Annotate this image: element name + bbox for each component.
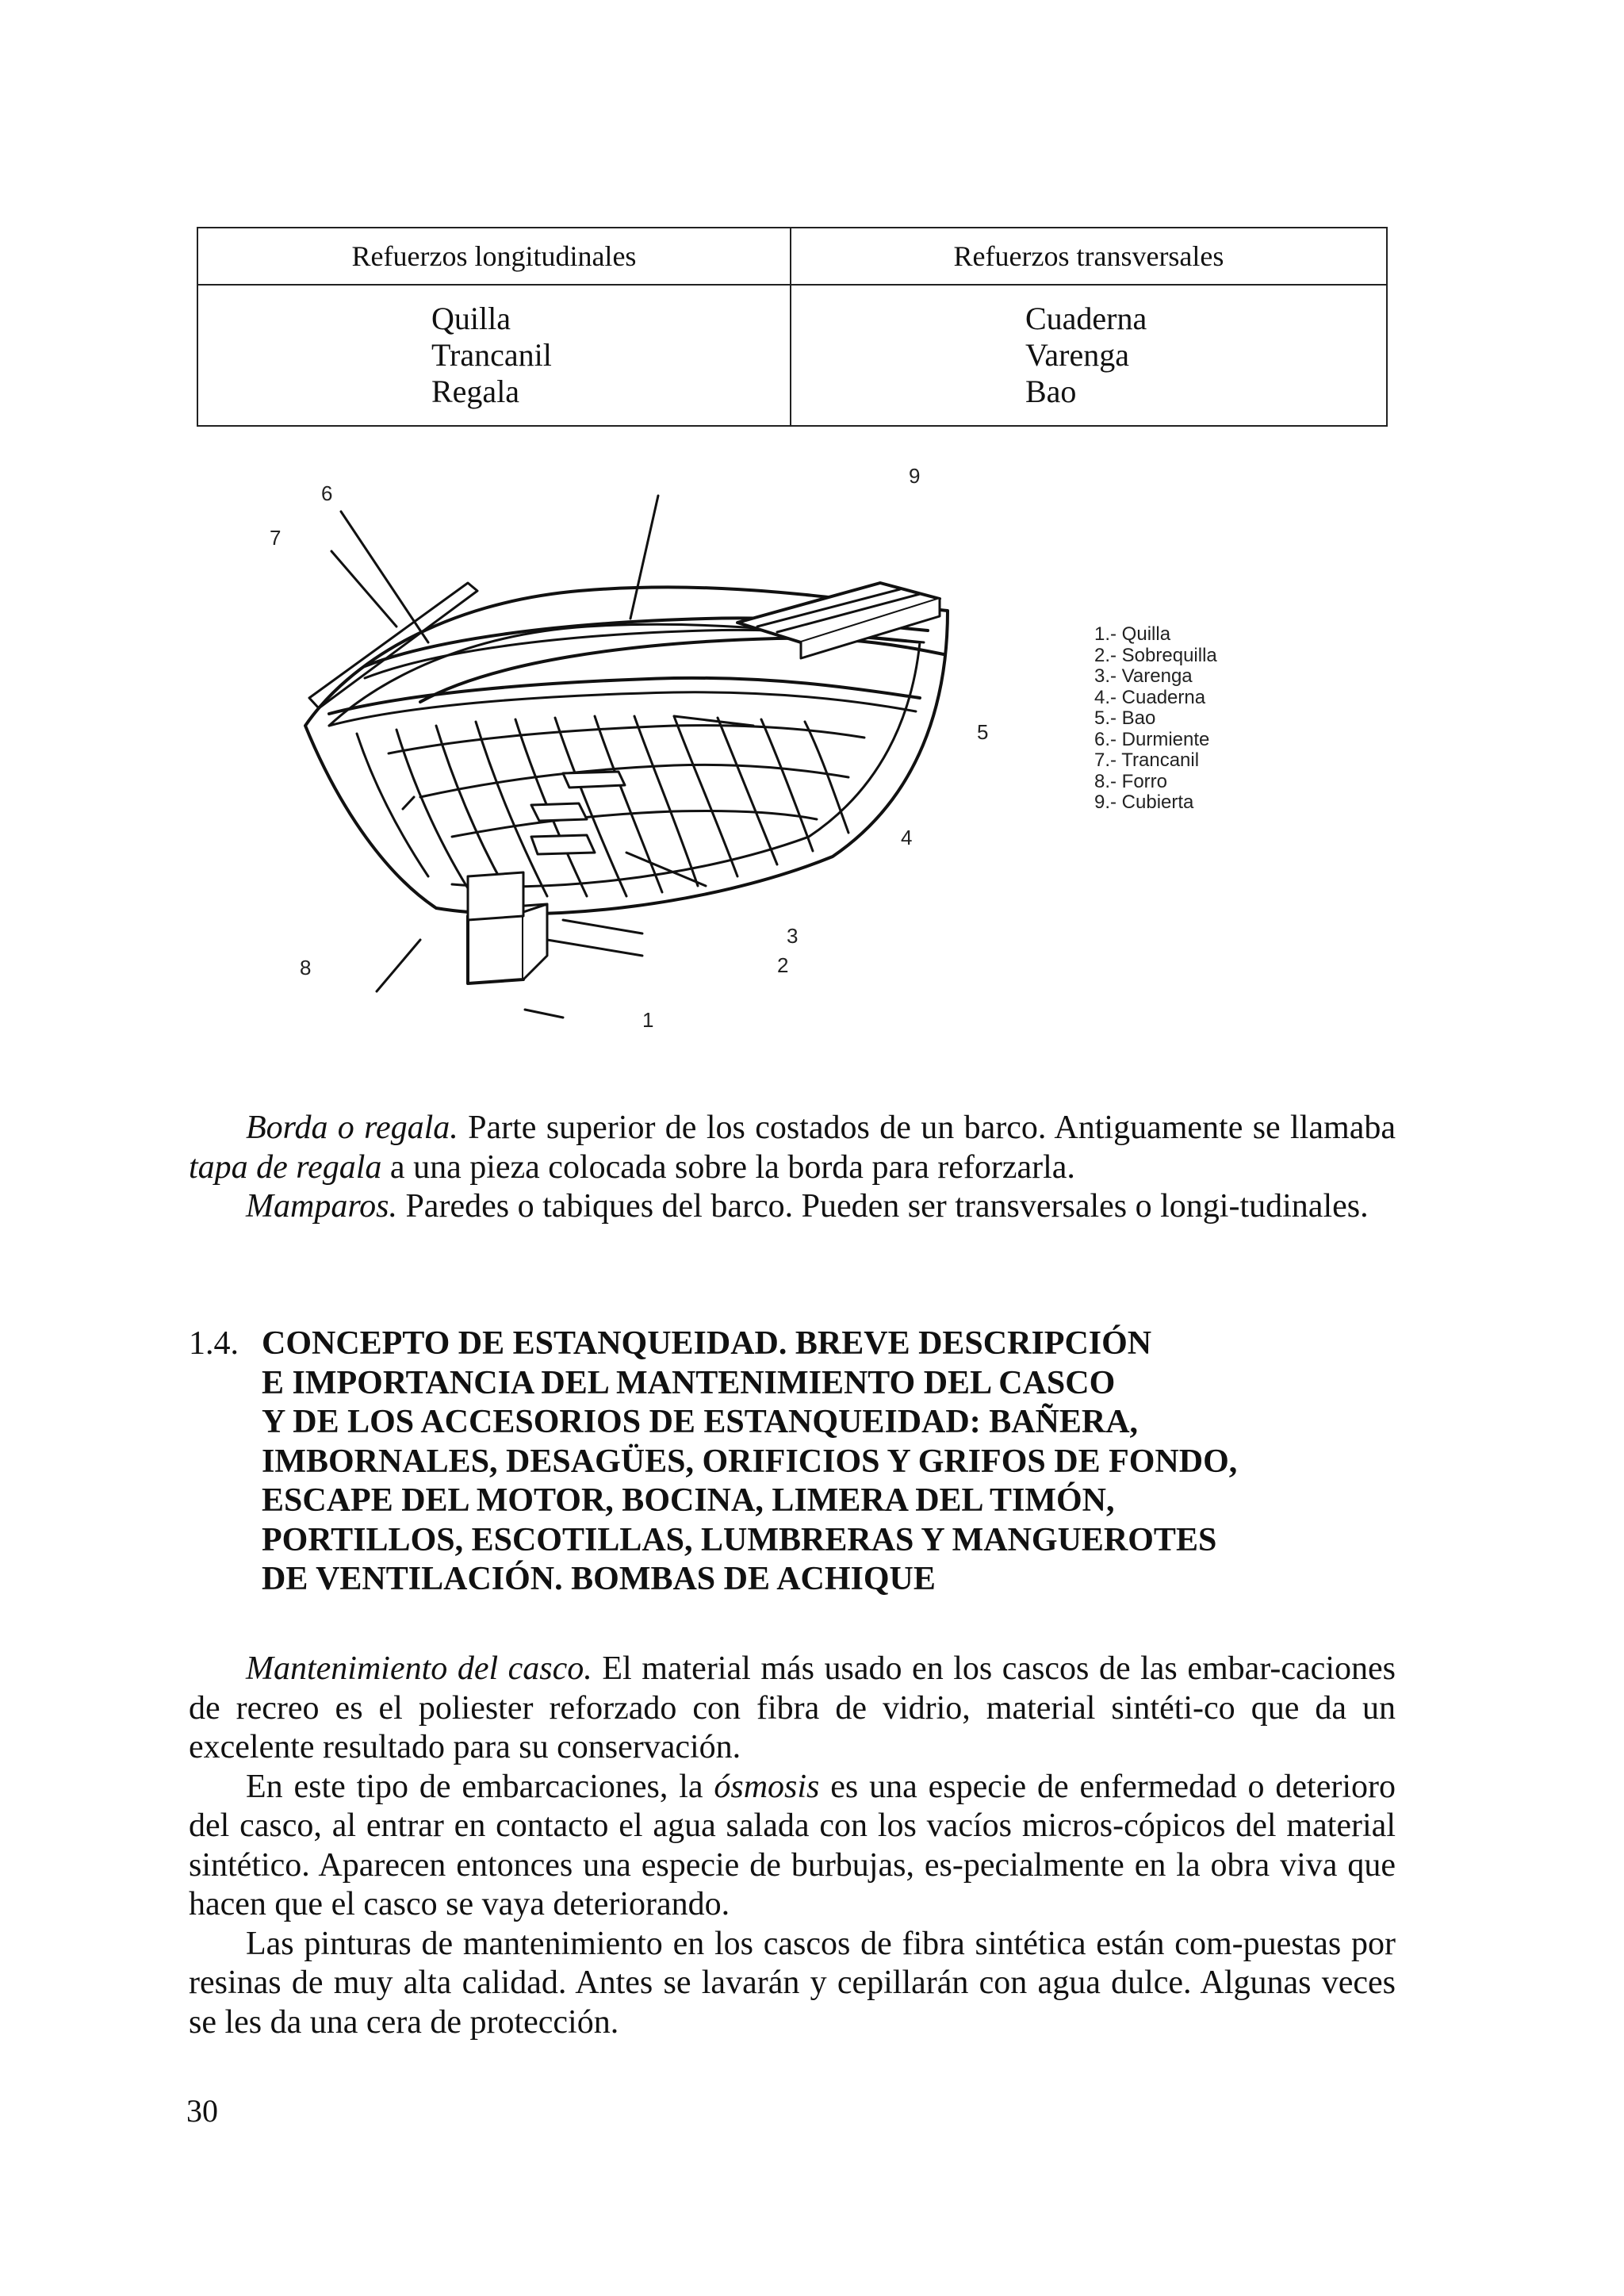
legend-item: 9.- Cubierta <box>1094 792 1194 813</box>
longitudinal-cell <box>197 285 791 426</box>
legend-item: 6.- Durmiente <box>1094 728 1210 750</box>
figure-legend <box>1094 624 1217 814</box>
legend-item: 7.- Trancanil <box>1094 749 1200 771</box>
title-line: DE VENTILACIÓN. BOMBAS DE ACHIQUE <box>262 1561 936 1597</box>
paragraph-text: Parte superior de los costados de un barco. Antiguamente se llamaba <box>458 1110 1396 1146</box>
table-header-row <box>197 228 1387 285</box>
title-line: CONCEPTO DE ESTANQUEIDAD. BREVE DESCRIPCIÓN <box>262 1325 1152 1362</box>
callout-3: 3 <box>787 924 799 948</box>
title-line: Y DE LOS ACCESORIOS DE ESTANQUEIDAD: BAÑERA, <box>262 1404 1139 1440</box>
title-line: PORTILLOS, ESCOTILLAS, LUMBRERAS Y MANGUEROTES <box>262 1521 1217 1558</box>
title-line: ESCAPE DEL MOTOR, BOCINA, LIMERA DEL TIMÓN, <box>262 1482 1115 1519</box>
list-item: Cuaderna <box>1025 301 1147 336</box>
header-transversal: Refuerzos transversales <box>791 228 1387 285</box>
paragraph-text: es una especie de enfermedad o deterioro del casco, al entrar en contacto el agua salada con los vacíos micros-cópicos del material sintético. Aparecen entonces una especie de burbujas, es-pecialmente en la obra viva que hacen que el casco se vaya deteriorando. <box>189 1768 1396 1922</box>
paragraph-text: Paredes o tabiques del barco. Pueden ser transversales o longi-tudinales. <box>396 1188 1369 1225</box>
callout-6: 6 <box>321 481 333 505</box>
callout-2: 2 <box>777 953 789 977</box>
list-item: Varenga <box>1025 337 1130 373</box>
section-number: 1.4. <box>189 1325 239 1362</box>
legend-item: 8.- Forro <box>1094 770 1168 792</box>
hull-structure-figure <box>230 464 1261 1067</box>
legend-item: 2.- Sobrequilla <box>1094 644 1217 666</box>
section-title <box>262 1324 1410 1600</box>
paragraph-osmosis <box>189 1768 1396 1925</box>
section-heading <box>189 1324 1410 1600</box>
callout-1: 1 <box>642 1008 654 1032</box>
callout-9: 9 <box>909 464 921 488</box>
term-osmosis: ósmosis <box>714 1768 820 1805</box>
transversal-cell <box>791 285 1387 426</box>
paragraph-text: Las pinturas de mantenimiento en los cascos de fibra sintética están com-puestas por resinas de muy alta calidad. Antes se lavarán y cepillarán con agua dulce. Algunas veces se les da una cera de protección. <box>189 1925 1396 2041</box>
title-line: IMBORNALES, DESAGÜES, ORIFICIOS Y GRIFOS DE FONDO, <box>262 1443 1238 1480</box>
paragraph-borda <box>189 1109 1396 1187</box>
maintenance-block <box>189 1650 1396 2042</box>
reinforcements-table <box>197 227 1388 427</box>
term-borda: Borda o regala. <box>246 1110 458 1146</box>
list-item: Trancanil <box>431 337 552 373</box>
list-item: Regala <box>431 374 520 409</box>
legend-item: 5.- Bao <box>1094 707 1156 729</box>
callout-4: 4 <box>901 826 913 849</box>
keel <box>468 912 523 983</box>
paragraph-text: a una pieza colocada sobre la borda para reforzarla. <box>381 1148 1075 1186</box>
term-mamparos: Mamparos. <box>246 1188 397 1225</box>
legend-item: 1.- Quilla <box>1094 623 1171 645</box>
definitions-block <box>189 1109 1396 1227</box>
paragraph-text: En este tipo de embarcaciones, la <box>246 1768 714 1805</box>
paragraph-mantenimiento <box>189 1650 1396 1768</box>
list-item: Bao <box>1025 374 1077 409</box>
legend-item: 3.- Varenga <box>1094 665 1193 687</box>
paragraph-pinturas <box>189 1925 1396 2043</box>
table-row <box>197 285 1387 426</box>
paragraph-text: El material más usado en los cascos de las embar-caciones de recreo es el poliester reforzado con fibra de vidrio, material sintéti-co que da un excelente resultado para su conservación. <box>189 1650 1396 1765</box>
hull-inner <box>329 624 920 887</box>
callout-7: 7 <box>270 526 282 550</box>
page-number: 30 <box>186 2093 218 2129</box>
callout-8: 8 <box>300 956 312 979</box>
title-line: E IMPORTANCIA DEL MANTENIMIENTO DEL CASCO <box>262 1364 1116 1401</box>
paragraph-mamparos <box>189 1187 1396 1227</box>
list-item: Quilla <box>431 301 511 336</box>
term-tapa-de-regala: tapa de regala <box>189 1148 382 1186</box>
header-longitudinal: Refuerzos longitudinales <box>197 228 791 285</box>
callout-5: 5 <box>977 720 989 744</box>
term-mantenimiento: Mantenimiento del casco. <box>246 1650 592 1687</box>
legend-item: 4.- Cuaderna <box>1094 686 1206 708</box>
